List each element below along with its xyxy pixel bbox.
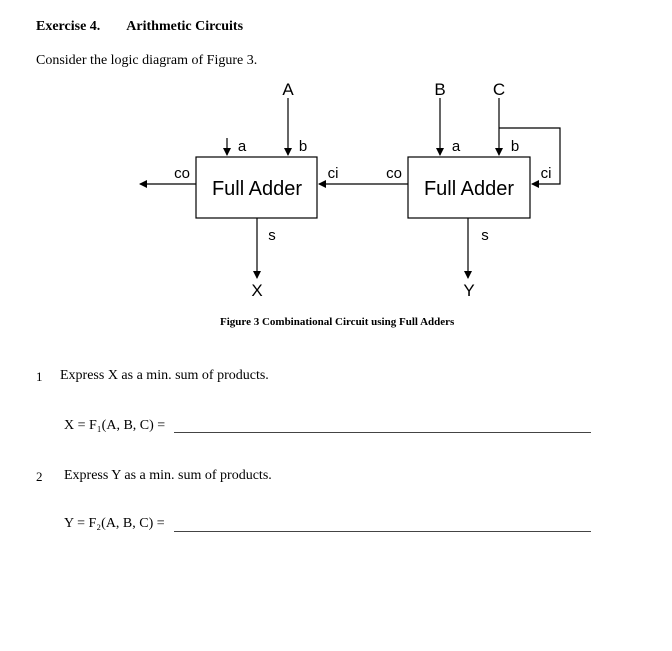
answer-line-1[interactable]: [174, 432, 591, 433]
question-2-text: Express Y as a min. sum of products.: [64, 468, 272, 483]
output-y-label: Y: [463, 281, 475, 300]
question-1-number: 1: [36, 369, 43, 384]
figure-caption: Figure 3 Combinational Circuit using Full Adders: [220, 316, 455, 328]
right-pin-a: a: [451, 138, 461, 155]
input-c-label: C: [492, 80, 506, 99]
right-adder-label: Full Adder: [423, 178, 515, 200]
right-pin-s: s: [481, 227, 489, 244]
output-x-label: X: [251, 281, 263, 300]
right-pin-b: b: [510, 138, 520, 155]
question-1-text: Express X as a min. sum of products.: [60, 368, 269, 383]
question-1-equation: X = F₁(A, B, C) =: [64, 418, 166, 433]
input-b-label: B: [434, 80, 446, 99]
exercise-title: Arithmetic Circuits: [126, 19, 244, 34]
left-pin-b: b: [298, 138, 308, 155]
right-pin-ci: ci: [540, 165, 552, 182]
question-2-number: 2: [36, 469, 43, 484]
left-adder-label: Full Adder: [211, 178, 303, 200]
intro-text: Consider the logic diagram of Figure 3.: [36, 53, 258, 68]
input-a-label: A: [282, 80, 294, 99]
left-pin-ci: ci: [327, 165, 339, 182]
left-pin-a: a: [237, 138, 247, 155]
exercise-number: Exercise 4.: [36, 19, 101, 34]
answer-line-2[interactable]: [174, 531, 591, 532]
question-2-equation: Y = F₂(A, B, C) =: [64, 516, 165, 531]
left-pin-s: s: [268, 227, 276, 244]
left-pin-co: co: [174, 165, 190, 182]
right-pin-co: co: [386, 165, 402, 182]
